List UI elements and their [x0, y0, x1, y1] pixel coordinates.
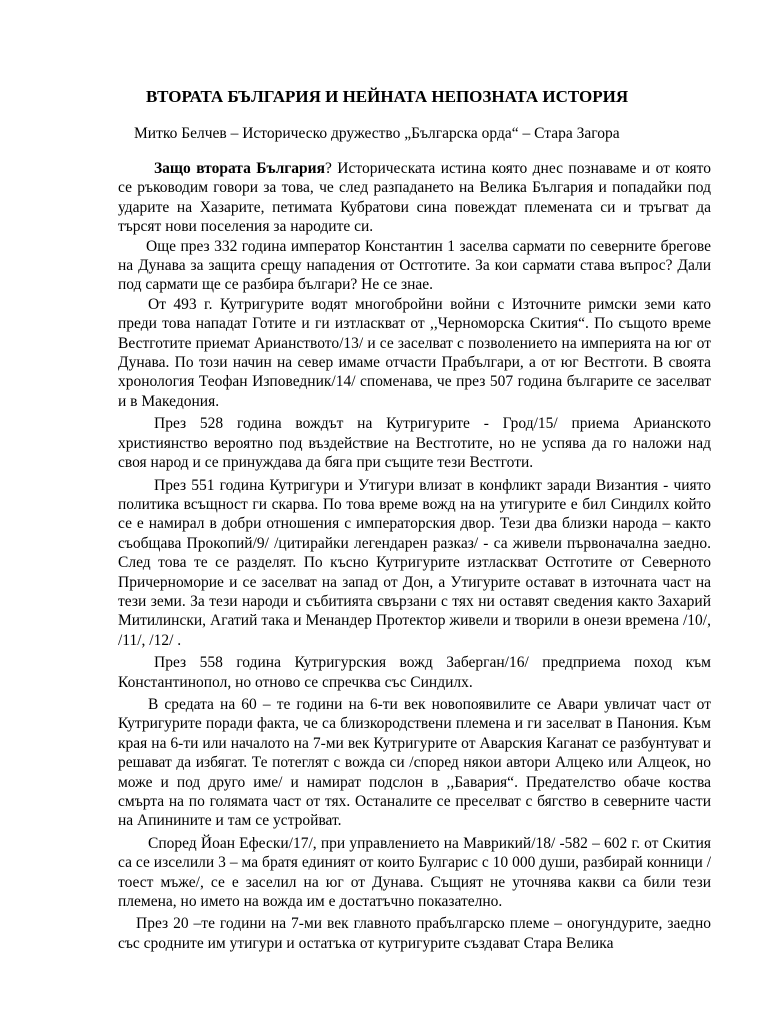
- paragraph-2: Още през 332 година император Константин 1 заселва сармати по северните брегове на Дунава за защита срещу нападения от Остготите. За кои сармати става въпрос? Дали под сармати ще се разбира българи? Не се знае.: [118, 237, 711, 294]
- paragraph-9: През 20 –те години на 7-ми век главното прабългарско племе – оногундурите, заедно със сродните им утигури и остатъка от кутригурите създават Стара Велика: [118, 915, 711, 952]
- paragraph-1: [118, 159, 711, 237]
- paragraph-1-text: ? Историческата истина която днес познаваме и от която се ръководим говори за това, че след разпадането на Велика България и попадайки под ударите на Хазарите, петимата Кубратови сина повеждат племената си и тръгват да търсят нови поселения за народите си.: [118, 160, 711, 236]
- paragraph-5: През 551 година Кутригури и Утигури влизат в конфликт заради Византия - чиято политика всъщност ги скарва. По това време вожд на на утигурите е бил Синдилх който се е намирал в добри отношения с императорския двор. Тези два близки народа – както съобщава Прокопий/9/ /цитирайки легендарен разказ/ - са живели първоначална заедно. След това те се разделят. По късно Кутригурите изтласкват Остготите от Северното Причерноморие и се заселват на запад от Дон, а Утигурите остават в източната част на тези земи. За тези народи и събитията свързани с тях ни оставят сведения както Захарий Митилински, Агатий така и Менандер Протектор живели и творили в онези времена /10/, /11/, /12/ .: [118, 476, 711, 649]
- paragraph-7: В средата на 60 – те години на 6-ти век новопоявилите се Авари увличат част от Кутригурите поради факта, че са близкородствени племена и ги заселват в Панония. Към края на 6-ти или началото на 7-ми век Кутригурите от Аварския Каганат се разбунтуват и решават да избягат. Те потеглят с вожда си /според някои автори Алцеко или Алцеок, но може и под друго име/ и намират подслон в ,,Бавария“. Предателство обаче коства смърта на по голямата част от тях. Останалите се преселват с бягство в северните части на Апинините и там се устройват.: [118, 695, 711, 830]
- paragraph-3: От 493 г. Кутригурите водят многобройни войни с Източните римски земи като преди това нападат Готите и ги изтласкват от ,,Черноморска Скития“. По същото време Вестготите приемат Арианството/13/ и се заселват с позволението на империята на юг от Дунава. По този начин на север имаме отчасти Прабългари, а от юг Вестготи. В своята хронология Теофан Изповедник/14/ споменава, че през 507 година българите се заселват и в Македония.: [118, 295, 711, 410]
- paragraph-8: Според Йоан Ефески/17/, при управлението на Маврикий/18/ -582 – 602 г. от Скития са се изселили 3 – ма братя единият от които Булгарис с 10 000 души, разбирай конници /тоест мъже/, се е заселил на юг от Дунава. Същият не уточнява какви са били тези племена, но името на вожда им е достатъчно показателно.: [118, 834, 711, 911]
- paragraph-4: През 528 година вождът на Кутригурите - Грод/15/ приема Арианското християнство вероятно под въздействие на Вестготите, но не успява да го наложи над своя народ и се принуждава да бяга при същите тези Вестготи.: [118, 415, 711, 472]
- lead-phrase: Защо втората България: [154, 160, 325, 177]
- paragraph-6: През 558 година Кутригурския вожд Заберган/16/ предприема поход към Константинопол, но отново се спречква със Синдилх.: [118, 654, 711, 691]
- document-title: ВТОРАТА БЪЛГАРИЯ И НЕЙНАТА НЕПОЗНАТА ИСТОРИЯ: [146, 87, 629, 106]
- document-body: [118, 159, 711, 953]
- document-author: Митко Белчев – Историческо дружество „Българска орда“ – Стара Загора: [134, 125, 620, 142]
